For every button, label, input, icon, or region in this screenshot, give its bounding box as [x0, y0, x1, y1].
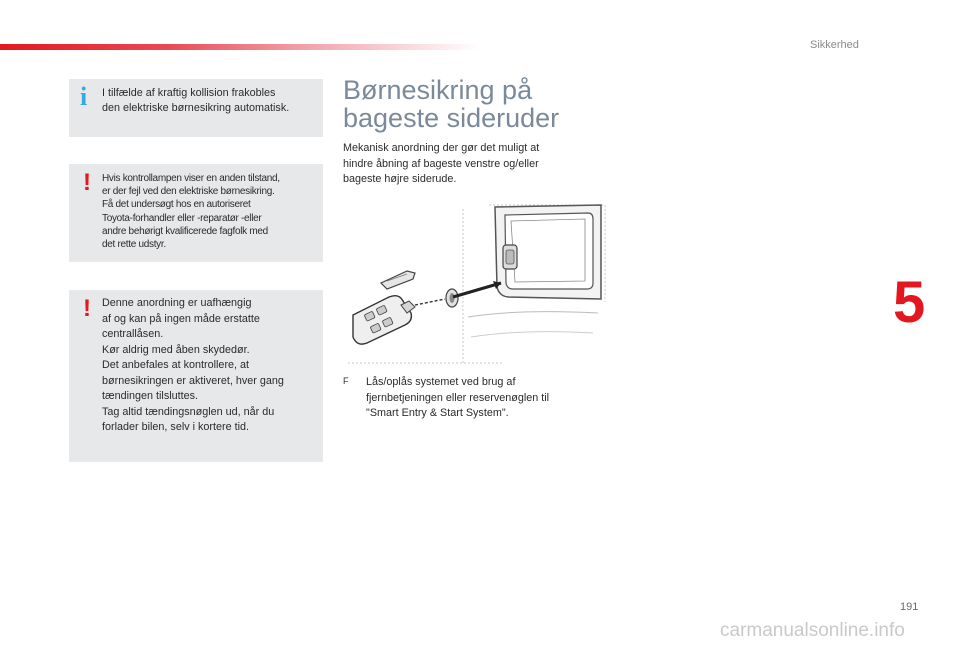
warning-note-lamp [69, 164, 323, 262]
info-note [69, 79, 323, 137]
header-accent-bar [0, 44, 480, 50]
instruction-text: Lås/oplås systemet ved brug af fjernbetjeningen eller reservenøglen til "Smart Entry & Start System". [366, 376, 550, 419]
section-title: Sikkerhed [810, 39, 859, 51]
rear-window [505, 213, 593, 289]
warning-note-central-lock-text: Denne anordning er uafhængig af og kan på ingen måde erstatte centrallåsen. Kør aldrig med åben skydedør. Det anbefales at kontrollere, at børnesikringen er aktiveret, hver gang tændingen tilsluttes. Tag altid tændingsnøglen ud, når du forlader bilen, selv i kortere tid. [102, 297, 284, 433]
info-icon: i [80, 82, 88, 111]
watermark: carmanualsonline.info [720, 620, 905, 641]
child-lock-key-illustration [343, 197, 607, 365]
warning-icon: ! [83, 295, 91, 322]
remote-key-fob [353, 296, 415, 344]
info-note-text: I tilfælde af kraftig kollision frakobles den elektriske børnesikring automatisk. [102, 87, 290, 114]
page-number: 191 [900, 601, 919, 613]
mechanical-key-blade [381, 271, 415, 289]
page-title: Børnesikring på bageste sideruder [343, 75, 560, 133]
bullet-arrow-icon: F [343, 376, 349, 386]
warning-icon: ! [83, 169, 91, 196]
warning-note-central-lock [69, 290, 323, 462]
direction-arrow [453, 283, 501, 297]
warning-note-lamp-text: Hvis kontrollampen viser en anden tilstand, er der fejl ved den elektriske børnesikring. Få det undersøgt hos en autoriseret Toyota-forhandler eller -reparatør -eller andre behørigt kvalificerede fagfolk med det rette udstyr. [102, 173, 280, 251]
intro-paragraph: Mekanisk anordning der gør det muligt at hindre åbning af bageste venstre og/eller bageste højre siderude. [343, 142, 540, 185]
chapter-number: 5 [893, 270, 926, 335]
